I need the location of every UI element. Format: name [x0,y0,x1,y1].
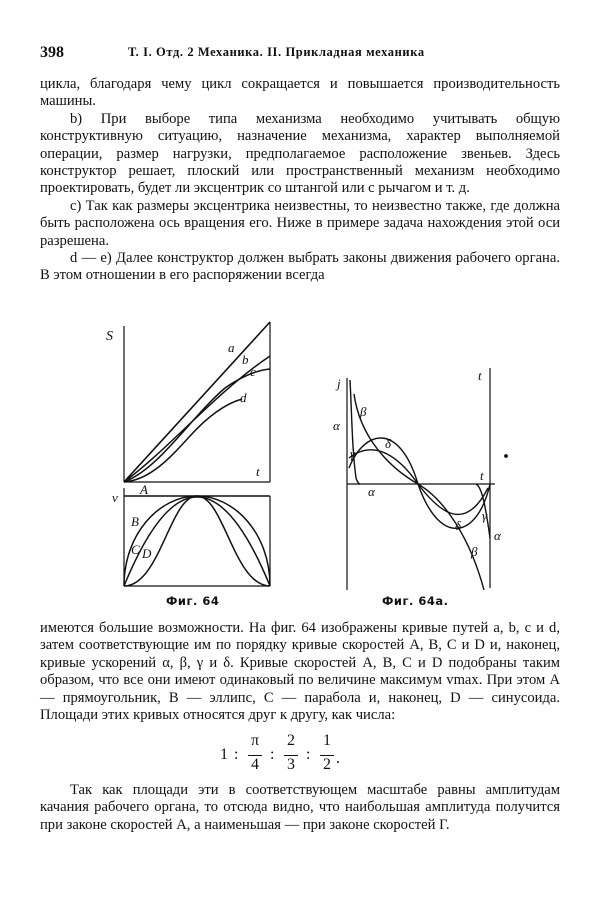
fig64-label-v: v [112,490,118,505]
paragraph: d — e) Далее конструктор должен выбрать законы движения рабочего органа. В этом отношении в его распоряжении всегда [40,250,560,284]
fig64a-label-j: j [337,376,341,391]
fig64-label-c: c [250,364,256,379]
fig64-label-B: B [131,514,139,529]
fig64-label-d: d [240,390,247,405]
fig64a-label-beta-bot: β [471,544,478,559]
paragraph: Так как площади эти в соответствующем масштабе равны амплитудам качания рабочего органа, то отсюда видно, что наибольшая амплитуда получится при законе скоростей A, а наименьшая — при законе скоростей Г. [40,782,560,833]
fig64-curve-a [124,322,270,482]
fig64a-dot [505,455,508,458]
formula-one: 1 [220,746,228,763]
figure-64-caption: Фиг. 64 [166,594,220,608]
figures-area [0,308,600,608]
fig64a-label-gamma-top: γ [350,446,356,461]
page-header [40,44,560,62]
figures-svg [0,308,600,608]
body-text-mid [40,620,560,724]
paragraph: b) При выборе типа механизма необходимо учитывать общую конструктивную ситуацию, назначение механизма, характер выполняемой операции, размер нагрузки, предполагаемое расположение звеньев. Здесь конструктор решает, плоский или пространственный механизм необходимо проектировать, будет ли эксцентрик со штангой или с рычагом и т. д. [40,110,560,197]
paragraph: цикла, благодаря чему цикл сокращается и повышается производительность машины. [40,76,560,110]
formula-f1-num: π [250,732,260,749]
fig64a-label-alpha-top: α [333,418,340,433]
fig64a-label-beta-top: β [360,404,367,419]
formula-end: . [336,750,340,767]
fig64-label-b: b [242,352,249,367]
fig64-label-C: C [131,542,140,557]
fig64a-label-delta-bot: δ [455,518,462,533]
fig64a-label-t-top: t [478,368,482,383]
formula-f3-den: 2 [323,756,331,773]
fig64-label-t: t [256,464,260,479]
ratio-formula [220,732,380,776]
fig64a-curve-alpha-top [350,380,360,484]
fig64-label-s: S [106,329,113,344]
figure-64a-caption: Фиг. 64а. [382,594,449,608]
figure-64a-labels [333,368,502,559]
fig64-label-D: D [142,546,152,561]
body-text-bottom [40,782,560,834]
body-text-top [40,76,560,285]
paragraph: c) Так как размеры эксцентрика неизвестны, то неизвестно также, где должна быть расположена ось вращения его. Ниже в примере задача нахождения этой оси разрешена. [40,197,560,249]
formula-f1-den: 4 [251,756,259,773]
fig64-label-A: A [140,482,148,497]
fig64a-label-alpha-mid: α [368,484,375,499]
fig64-curve-d [124,399,242,482]
formula-f2-den: 3 [287,756,295,773]
fig64a-label-gamma-bot: γ [482,508,488,523]
page-number: 398 [40,44,64,61]
formula-sep: : [270,746,275,763]
formula-sep: : [306,746,311,763]
fig64-label-a: a [228,340,235,355]
figure-64-labels [106,329,260,561]
formula-sep: : [234,746,239,763]
fig64a-curve-gamma [349,450,488,515]
running-title: Т. I. Отд. 2 Механика. II. Прикладная механика [128,45,425,59]
fig64a-label-t-mid: t [480,468,484,483]
formula-f3-num: 1 [323,732,331,749]
fig64a-label-delta-top: δ [385,436,392,451]
fig64a-label-alpha-bot: α [494,528,501,543]
formula-f2-num: 2 [287,732,295,749]
paragraph: имеются большие возможности. На фиг. 64 изображены кривые путей a, b, c и d, затем соответствующие им по порядку кривые скоростей A, B, C и D и, наконец, кривые ускорений α, β, γ и δ. Кривые скоростей A, B, C и D подобраны таким образом, что все они имеют одинаковый по величине максимум vmax. При этом A — прямоугольник, B — эллипс, C — парабола и, наконец, D — синусоида. Площади этих кривых относятся друг к другу, как числа: [40,620,560,724]
